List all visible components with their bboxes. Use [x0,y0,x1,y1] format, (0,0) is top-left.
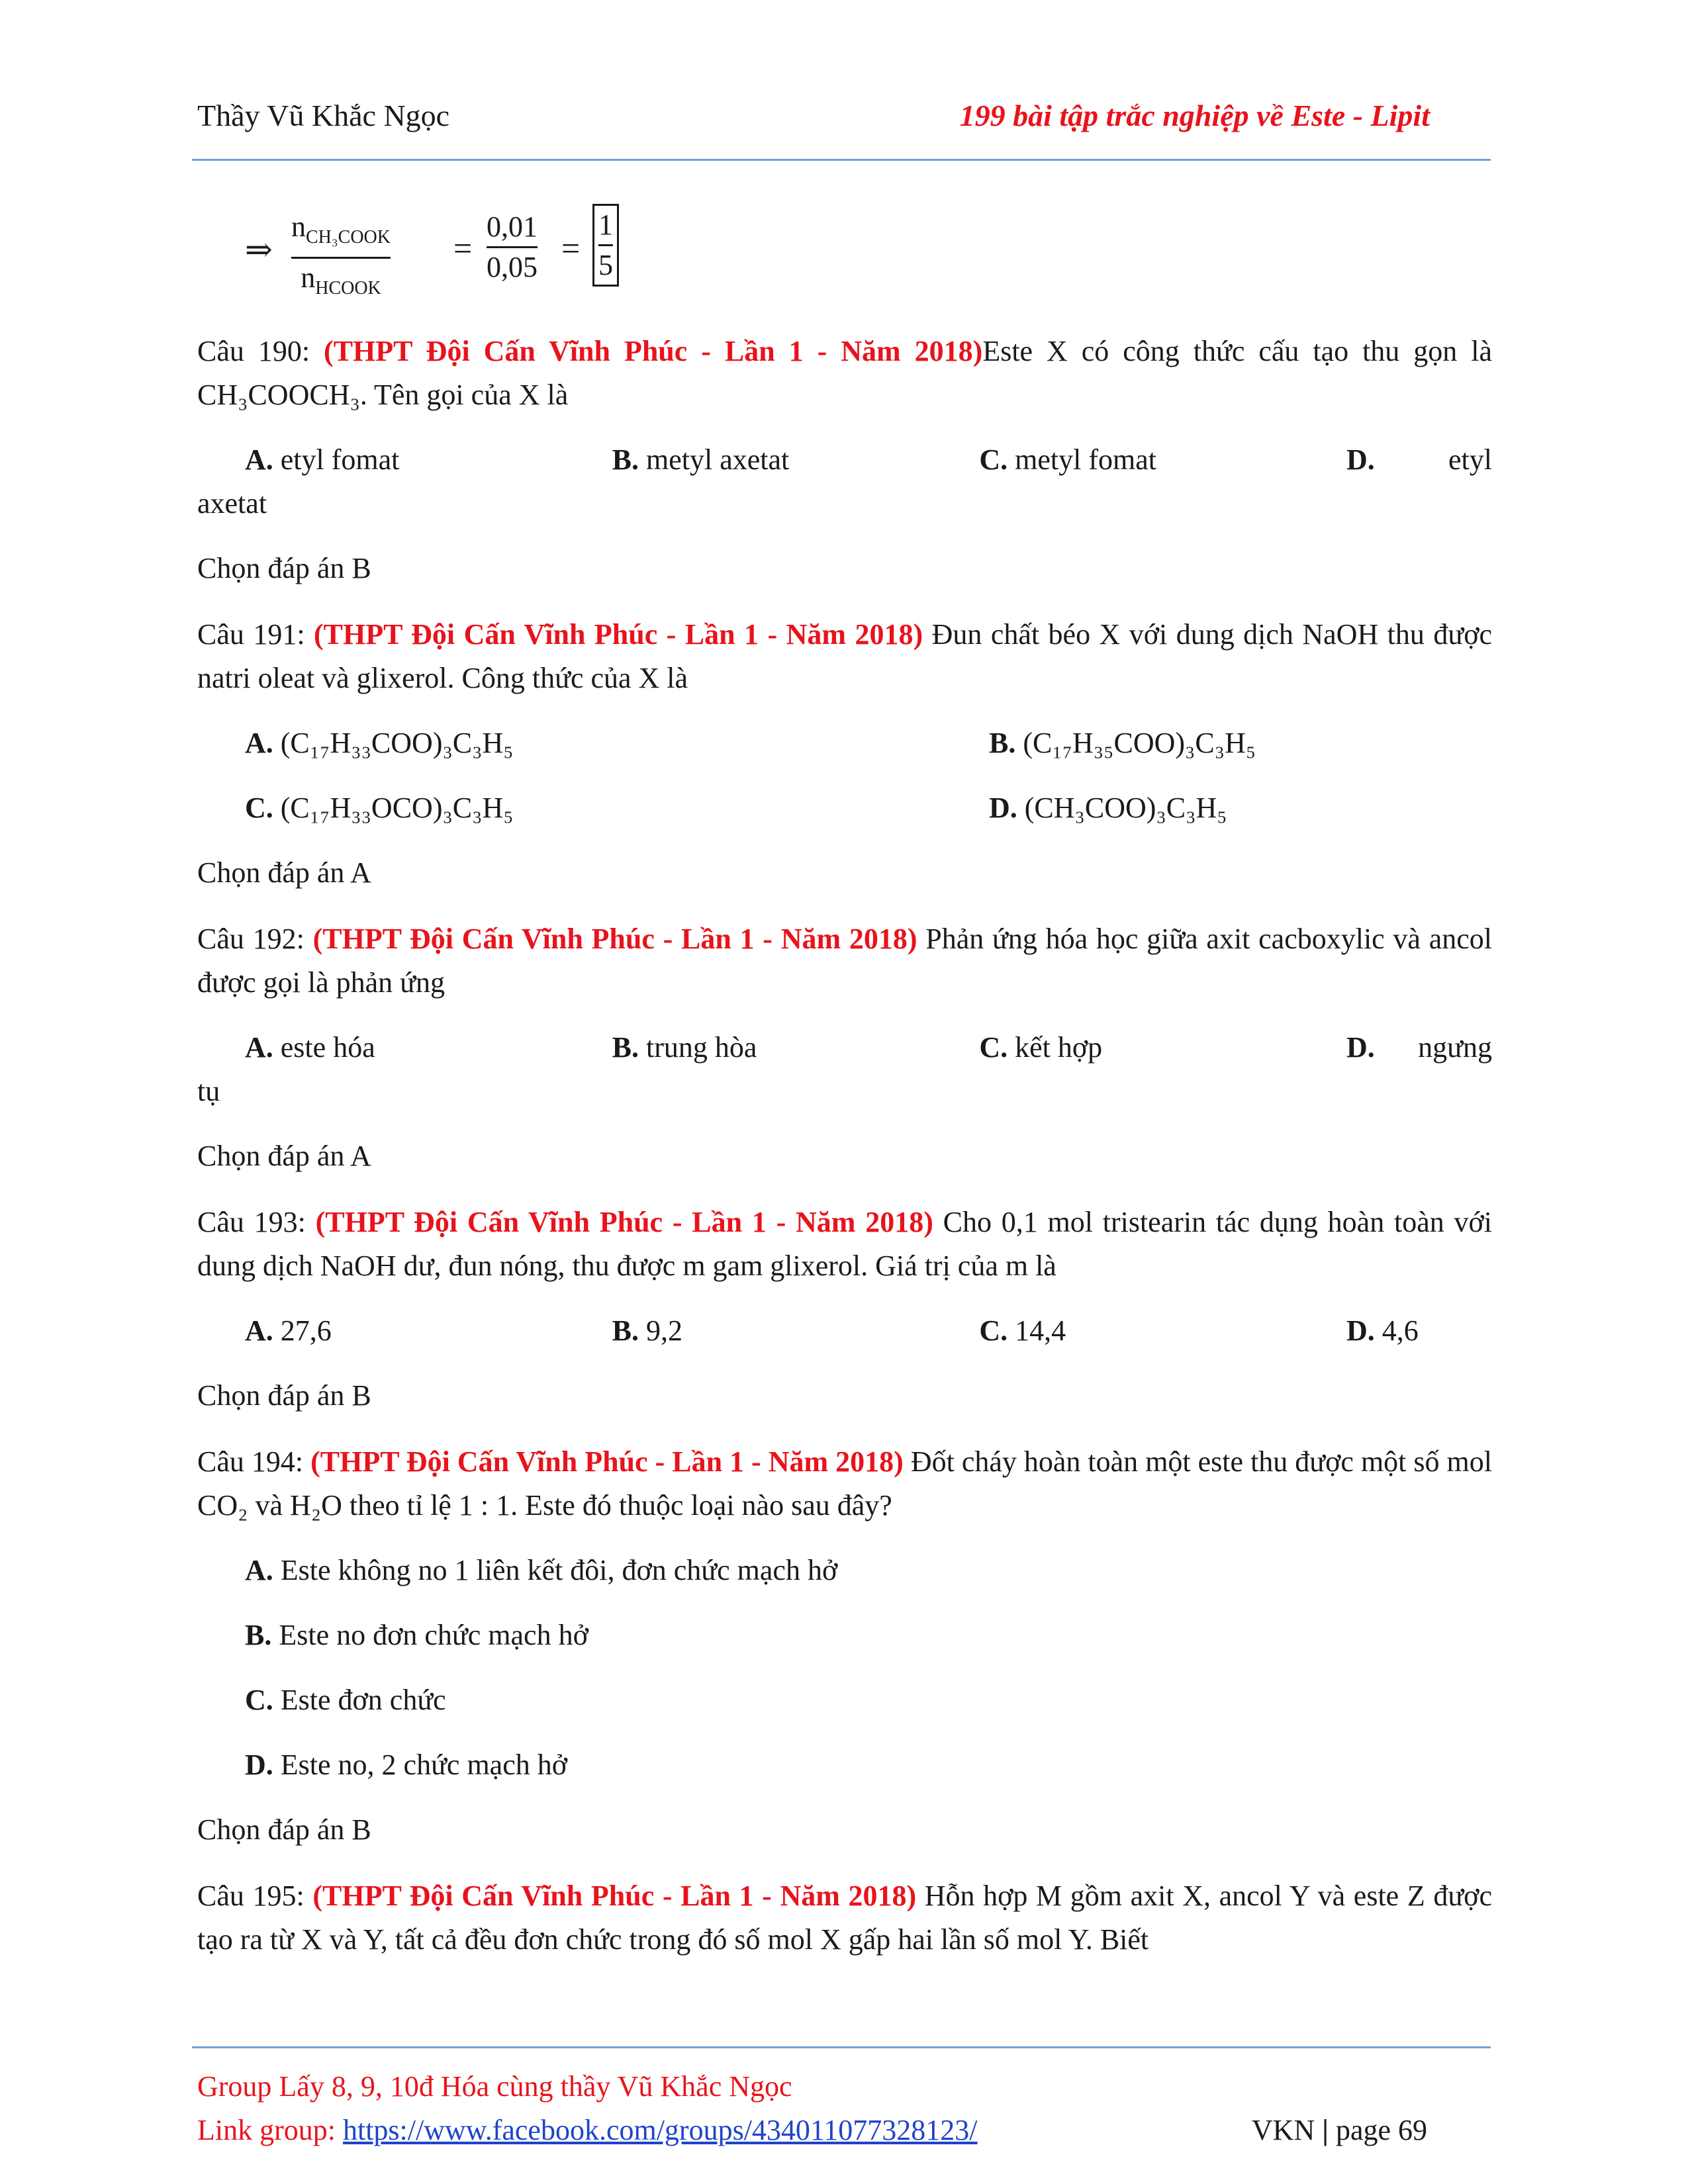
options-193 [197,1309,1492,1353]
question-191 [197,613,1492,700]
answer-192: Chọn đáp án A [197,1140,371,1172]
option-letter: C. [245,1684,273,1716]
option-letter: B. [612,1314,639,1347]
value-numerator: 0,01 [487,210,538,243]
footer-divider [192,2046,1491,2048]
numerator-symbol: n [291,210,306,243]
option-d [1346,438,1492,482]
equals-sign-2: = [561,230,581,267]
fraction-numerator [291,208,391,257]
footer [197,2065,978,2152]
option-letter: C. [979,1031,1008,1064]
option-b [612,1026,980,1069]
option-letter: D. [245,1749,273,1781]
option-a [245,1309,612,1353]
question-label: Câu 193: [197,1206,316,1238]
option-text: Este no đơn chức mạch hở [271,1619,588,1651]
question-190 [197,330,1492,417]
question-text: Hỗn hợp M gồm axit X, ancol Y và este Z được tạo ra từ X và Y, tất cả đều đơn chức trong đó số mol X gấp hai lần số mol Y. Biết [197,1880,1492,1956]
option-letter: D. [1346,1031,1375,1064]
option-letter: A. [245,443,273,476]
option-b [612,1309,980,1353]
option-d [197,1743,1492,1787]
option-text: 9,2 [639,1314,683,1347]
numerator-subscript: CH₃COOK [306,227,391,248]
question-source: (THPT Đội Cấn Vĩnh Phúc - Lần 1 - Năm 2018) [312,923,917,955]
option-c [979,1026,1346,1069]
option-text: kết hợp [1008,1031,1103,1064]
equals-sign-1: = [453,230,473,267]
option-c [245,786,989,830]
option-text: Este no, 2 chức mạch hở [273,1749,567,1781]
option-letter: A. [245,1031,273,1064]
question-text: Cho 0,1 mol tristearin tác dụng hoàn toàn với dung dịch NaOH dư, đun nóng, thu được m gam glixerol. Giá trị của m là [197,1206,1492,1282]
option-text: ngưng [1418,1031,1493,1064]
question-label: Câu 195: [197,1880,313,1912]
option-letter: C. [979,1314,1008,1347]
option-d [1346,1026,1492,1069]
footer-group-name: Group Lấy 8, 9, 10đ Hóa cùng thầy Vũ Khắc Ngọc [197,2070,792,2103]
question-193 [197,1201,1492,1288]
question-194 [197,1440,1492,1527]
question-192 [197,917,1492,1005]
option-text: 27,6 [273,1314,332,1347]
option-text: (C₁₇H₃₃OCO)₃C₃H₅ [273,792,514,824]
option-text: 4,6 [1374,1314,1419,1347]
option-letter: A. [245,1314,273,1347]
question-source: (THPT Đội Cấn Vĩnh Phúc - Lần 1 - Năm 2018) [314,618,923,651]
option-text: metyl fomat [1008,443,1156,476]
option-text: (C₁₇H₃₅COO)₃C₃H₅ [1015,727,1256,759]
option-c [197,1678,1492,1722]
option-letter: B. [989,727,1016,759]
question-label: Câu 190: [197,335,324,367]
page-number: page 69 [1335,2114,1427,2146]
option-text: Este đơn chức [273,1684,446,1716]
option-letter: A. [245,727,273,759]
option-letter: B. [245,1619,272,1651]
answer-194: Chọn đáp án B [197,1813,371,1846]
option-d-wrap: axetat [197,487,267,520]
option-a [245,721,989,765]
question-text: Phản ứng hóa học giữa axit cacboxylic và ancol được gọi là phản ứng [197,923,1492,999]
denominator-subscript: HCOOK [315,278,381,298]
value-denominator: 0,05 [487,251,538,283]
footer-link-line [197,2109,978,2152]
option-letter: D. [1346,1314,1375,1347]
option-text: (C₁₇H₃₃COO)₃C₃H₅ [273,727,514,759]
option-text: etyl fomat [273,443,400,476]
question-source: (THPT Đội Cấn Vĩnh Phúc - Lần 1 - Năm 2018) [324,335,983,367]
header-divider [192,159,1491,161]
option-text: este hóa [273,1031,375,1064]
option-text: trung hòa [639,1031,757,1064]
options-191 [197,721,1492,765]
mole-ratio-fraction [291,208,391,308]
option-text: 14,4 [1008,1314,1066,1347]
footer-brand: VKN [1251,2114,1315,2146]
main-content [197,199,1492,1962]
footer-separator: | [1315,2114,1336,2146]
answer-191: Chọn đáp án A [197,856,371,889]
options-192 [197,1026,1492,1069]
question-195 [197,1874,1492,1962]
option-letter: D. [1346,443,1375,476]
options-190 [197,438,1492,482]
option-letter: C. [245,792,273,824]
option-letter: B. [612,443,639,476]
value-fraction [487,208,538,287]
result-numerator: 1 [598,208,613,241]
fraction-denominator [301,259,381,308]
answer-190: Chọn đáp án B [197,552,371,584]
option-letter: B. [612,1031,639,1064]
option-a [197,1549,1492,1592]
question-text: Đun chất béo X với dung dịch NaOH thu được natri oleat và glixerol. Công thức của X là [197,618,1492,694]
option-d [989,786,1492,830]
result-denominator: 5 [598,249,613,281]
option-b [989,721,1492,765]
question-text: Este X có công thức cấu tạo thu gọn là CH₃COOCH₃. Tên gọi của X là [197,335,1492,411]
denominator-symbol: n [301,261,316,294]
option-a [245,1026,612,1069]
group-link[interactable]: https://www.facebook.com/groups/434011077328123/ [342,2114,978,2146]
option-b [612,438,980,482]
option-letter: C. [979,443,1008,476]
page-info [1252,2109,1427,2152]
ratio-formula [245,199,1492,298]
option-c [979,438,1346,482]
option-d [1346,1309,1492,1353]
option-d-wrap: tụ [197,1075,220,1107]
option-b [197,1614,1492,1657]
question-label: Câu 192: [197,923,313,955]
option-a [245,438,612,482]
question-label: Câu 191: [197,618,314,651]
answer-193: Chọn đáp án B [197,1379,371,1412]
question-source: (THPT Đội Cấn Vĩnh Phúc - Lần 1 - Năm 2018) [312,1880,917,1912]
result-fraction-boxed [592,204,619,287]
footer-link-label: Link group: [197,2114,343,2146]
option-letter: D. [989,792,1017,824]
header-author: Thầy Vũ Khắc Ngọc [197,99,450,132]
option-text: (CH₃COO)₃C₃H₅ [1017,792,1227,824]
option-text: Este không no 1 liên kết đôi, đơn chức mạch hở [273,1554,838,1586]
question-text: Đốt cháy hoàn toàn một este thu được một số mol CO₂ và H₂O theo tỉ lệ 1 : 1. Este đó thuộc loại nào sau đây? [197,1445,1492,1522]
option-c [979,1309,1346,1353]
option-text: etyl [1448,443,1493,476]
question-label: Câu 194: [197,1445,311,1478]
question-source: (THPT Đội Cấn Vĩnh Phúc - Lần 1 - Năm 2018) [315,1206,933,1238]
options-191-row2 [197,786,1492,830]
question-source: (THPT Đội Cấn Vĩnh Phúc - Lần 1 - Năm 2018) [310,1445,904,1478]
option-letter: A. [245,1554,273,1586]
option-text: metyl axetat [639,443,790,476]
header-title: 199 bài tập trắc nghiệp về Este - Lipit [959,99,1430,132]
implies-arrow: ⇒ [245,231,273,268]
